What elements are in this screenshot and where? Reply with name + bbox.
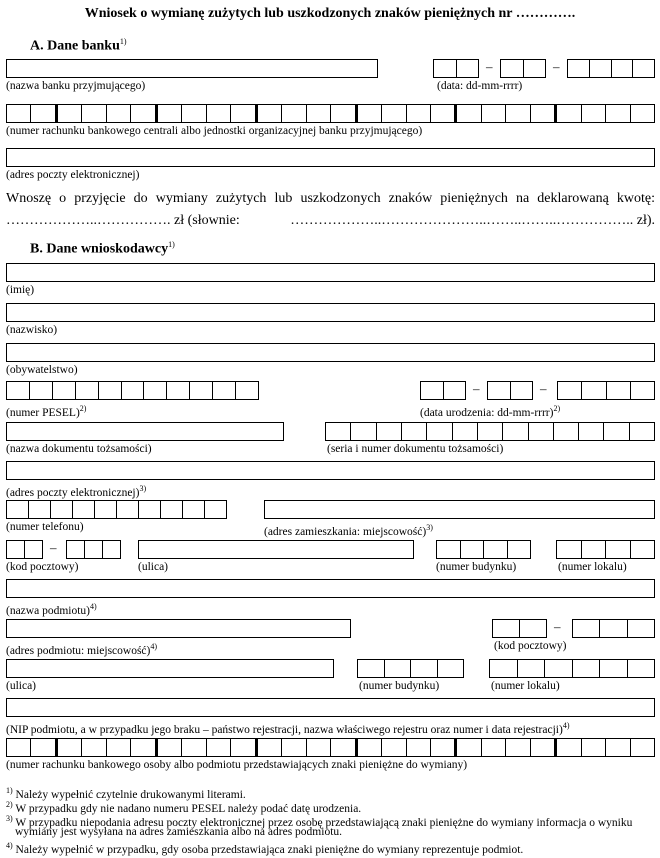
applicant-city-field[interactable]: [264, 500, 655, 519]
last-name-label: (nazwisko): [6, 324, 58, 336]
postal-dash: –: [50, 540, 57, 555]
bank-name-label: (nazwa banku przyjmującego): [6, 80, 146, 92]
first-name-field[interactable]: [6, 263, 655, 282]
request-line-1: Wnoszę o przyjęcie do wymiany zużytych lub uszkodzonych znaków pieniężnych na deklarowaną kwotę:: [6, 191, 655, 206]
bank-date-day-field[interactable]: [433, 59, 479, 78]
entity-city-field[interactable]: [6, 619, 351, 638]
street-field[interactable]: [138, 540, 414, 559]
postal-code-prefix-field[interactable]: [6, 540, 43, 559]
entity-apartment-field[interactable]: [489, 659, 655, 678]
bank-date-month-field[interactable]: [500, 59, 546, 78]
footnote-3-continued: wymiany jest wysyłana na adres zamieszkania albo na adres podmiotu.: [15, 826, 343, 838]
last-name-field[interactable]: [6, 303, 655, 322]
street-label: (ulica): [138, 561, 169, 573]
citizenship-label: (obywatelstwo): [6, 364, 78, 376]
id-document-name-label: (nazwa dokumentu tożsamości): [6, 443, 152, 455]
footnote-3: $^{3)}$ W przypadku niepodania adresu poczty elektronicznej przez osobę przedstawiającą znaki pieniężne do wymiany informacja o wyniku: [6, 814, 633, 829]
bank-date-year-field[interactable]: [567, 59, 655, 78]
phone-field[interactable]: [6, 500, 227, 519]
amount-blank: ………………..……………. zł (słownie:: [6, 213, 240, 228]
building-number-field[interactable]: [436, 540, 531, 559]
applicant-account-label: (numer rachunku bankowego osoby albo podmiotu przedstawiających znaki pieniężne do wymiany): [6, 759, 468, 771]
bank-date-label: (data: dd-mm-rrrr): [437, 80, 523, 92]
birth-year-field[interactable]: [557, 381, 655, 400]
entity-street-field[interactable]: [6, 659, 334, 678]
amount-words-blank: ………………..…………………..……..……..…………….. zł).: [290, 213, 655, 228]
entity-building-label: (numer budynku): [359, 680, 440, 692]
footnote-2: $^{2)}$ W przypadku gdy nie nadano numeru PESEL należy podać datę urodzenia.: [6, 800, 362, 815]
date-dash: –: [486, 59, 493, 74]
id-document-number-field[interactable]: [325, 422, 655, 441]
postal-dash: –: [554, 619, 561, 634]
entity-building-field[interactable]: [357, 659, 464, 678]
entity-nip-label: (NIP podmiotu, a w przypadku jego braku – państwo rejestracji, nazwa właściwego rejestru oraz numer i data rejestracji)$^{4)}$: [6, 721, 570, 736]
section-b-heading: B. Dane wnioskodawcy$^{1)}$: [30, 240, 175, 257]
birth-month-field[interactable]: [487, 381, 533, 400]
birth-date-label: (data urodzenia: dd-mm-rrrr)$^{2)}$: [420, 404, 561, 419]
date-dash: –: [553, 59, 560, 74]
applicant-email-field[interactable]: [6, 461, 655, 480]
entity-nip-field[interactable]: [6, 698, 655, 717]
section-a-heading: A. Dane banku$^{1)}$: [30, 37, 127, 54]
entity-name-field[interactable]: [6, 579, 655, 598]
pesel-label: (numer PESEL)$^{2)}$: [6, 404, 87, 419]
first-name-label: (imię): [6, 284, 35, 296]
bank-email-field[interactable]: [6, 148, 655, 167]
apartment-number-field[interactable]: [556, 540, 655, 559]
applicant-account-field[interactable]: [6, 738, 655, 757]
request-line-2: [6, 210, 655, 232]
applicant-email-label: (adres poczty elektronicznej)$^{3)}$: [6, 484, 147, 499]
entity-apartment-label: (numer lokalu): [491, 680, 560, 692]
bank-name-field[interactable]: [6, 59, 378, 78]
postal-code-label: (kod pocztowy): [6, 561, 79, 573]
entity-name-label: (nazwa podmiotu)$^{4)}$: [6, 602, 97, 617]
entity-city-label: (adres podmiotu: miejscowość)$^{4)}$: [6, 642, 158, 657]
apartment-number-label: (numer lokalu): [558, 561, 627, 573]
postal-code-suffix-field[interactable]: [66, 540, 121, 559]
id-document-number-label: (seria i numer dokumentu tożsamości): [327, 443, 504, 455]
footnote-1: $^{1)}$ Należy wypełnić czytelnie drukowanymi literami.: [6, 786, 246, 801]
form-title: Wniosek o wymianę zużytych lub uszkodzonych znaków pieniężnych nr ………….: [84, 6, 576, 21]
pesel-field[interactable]: [6, 381, 259, 400]
birth-day-field[interactable]: [420, 381, 466, 400]
bank-account-label: (numer rachunku bankowego centrali albo jednostki organizacyjnej banku przyjmującego): [6, 125, 423, 137]
date-dash: –: [540, 381, 547, 396]
bank-account-field[interactable]: [6, 104, 655, 123]
building-number-label: (numer budynku): [436, 561, 517, 573]
entity-postal-code-label: (kod pocztowy): [494, 640, 567, 652]
entity-postal-prefix-field[interactable]: [492, 619, 547, 638]
citizenship-field[interactable]: [6, 343, 655, 362]
bank-email-label: (adres poczty elektronicznej): [6, 169, 140, 181]
entity-street-label: (ulica): [6, 680, 37, 692]
applicant-city-label: (adres zamieszkania: miejscowość)$^{3)}$: [264, 523, 433, 538]
phone-label: (numer telefonu): [6, 521, 84, 533]
id-document-name-field[interactable]: [6, 422, 284, 441]
entity-postal-suffix-field[interactable]: [572, 619, 655, 638]
footnote-4: $^{4)}$ Należy wypełnić w przypadku, gdy osoba przedstawiająca znaki pieniężne do wymiany reprezentuje podmiot.: [6, 841, 524, 856]
date-dash: –: [473, 381, 480, 396]
